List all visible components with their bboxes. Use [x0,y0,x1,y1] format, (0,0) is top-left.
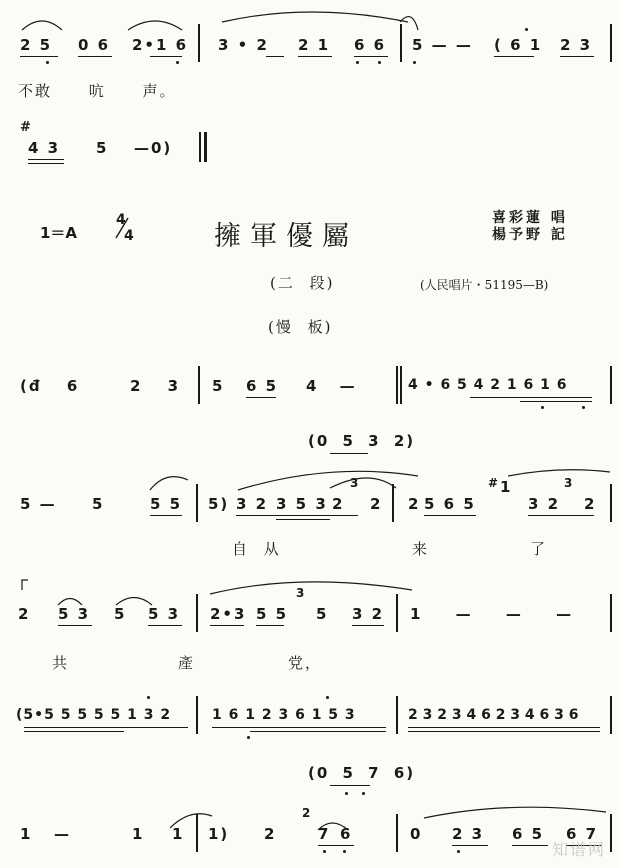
underline [20,56,58,57]
octave-dot [147,696,150,699]
octave-dot [343,850,346,853]
note-group: 7 [318,825,331,843]
note-group: 6 [340,825,353,843]
note-group: 3 • 2 [218,36,269,54]
underline [408,731,600,732]
note-group: 3 2 [236,495,269,513]
underline [276,519,330,520]
underline [408,727,600,728]
bar-line [610,24,612,62]
note-group: — [54,825,71,843]
note-group: ( 6 1 [494,36,543,54]
note-group: 2 3 [452,825,485,843]
final-bar-line [199,132,201,162]
note-group: 2 [332,495,345,513]
note-group: 0 6 [78,36,111,54]
song-title: 擁軍優屬 [214,221,358,252]
note-group: (đ 6 [20,377,80,395]
watermark-logo: 知谱网 [551,840,606,859]
grace-note: 2 [302,806,313,820]
underline [512,845,548,846]
note-group: 5 5 [150,495,183,513]
note-group: 5 [114,605,127,623]
underline [560,56,594,57]
underline [318,845,354,846]
lyric: 了 [530,540,548,558]
underline [354,56,388,57]
note-group: 2 1 [298,36,331,54]
underline [150,56,182,57]
bar-line [196,814,198,852]
bar-line [610,594,612,632]
note-group: 1 [500,478,513,496]
note-group: 6 5 [246,377,279,395]
key-signature: 1＝A [40,224,78,242]
note-group: 2•3 [210,605,247,623]
note-group: 2 3 [130,377,181,395]
underline [78,56,112,57]
bar-line [396,814,398,852]
underline [250,731,386,732]
note-group: 5) [208,495,230,513]
bar-line [400,366,402,404]
octave-dot [326,696,329,699]
note-group: (5•5 5 5 5 5 1 3 2 [16,707,172,723]
note-group: 2 5 [20,36,53,54]
note-group: 1 6 1 2 3 6 1 5 3 [212,707,356,723]
note-group: 5 — [20,495,57,513]
octave-dot [362,792,365,795]
underline [352,625,384,626]
bar-line [198,366,200,404]
bar-line [610,696,612,734]
bar-line [196,484,198,522]
underline [266,56,284,57]
singer-credit: 喜彩蓮 唱 [492,210,568,226]
time-signature-bottom: 4 [124,228,136,244]
note-group: 2 [264,825,277,843]
note-group: 1 [20,825,33,843]
lyric: 產 [178,654,196,672]
note-group: 4 — [306,377,357,395]
note-group: 2 3 [560,36,593,54]
note-group: 1 [132,825,145,843]
note-group: 1 — — — [410,605,574,623]
note-group: 5 [316,605,329,623]
lyric: 来 [412,540,430,558]
note-group: 5 6 5 [424,495,476,513]
octave-dot [413,61,416,64]
note-group: 6 5 [512,825,545,843]
note-group: 5 — — [412,36,473,54]
note-group: 3 2 [352,605,385,623]
underline [246,397,276,398]
note-group: 1) [208,825,230,843]
note-group: 5 3 [58,605,91,623]
underline [330,453,368,454]
grace-note: 3 [296,586,307,600]
bar-line [396,366,398,404]
underline [424,515,476,516]
octave-dot [345,792,348,795]
note-group: 2 3 2 3 4 6 2 3 4 6 3 6 [408,707,579,723]
underline [212,727,386,728]
octave-dot [323,850,326,853]
grace-note: 3 [564,476,575,490]
bar-line [610,484,612,522]
note-group: 5 [92,495,105,513]
bar-line [392,484,394,522]
bar-line [400,24,402,62]
note-group: 4 3 [28,139,61,157]
octave-dot [46,61,49,64]
underline [470,397,592,398]
note-group: 6 7 [566,825,599,843]
section-label: (二 段) [270,274,335,292]
note-group: 5 [212,377,225,395]
lyric-line: 不敢 吭 声。 [18,82,177,100]
bar-line [196,696,198,734]
underline [24,727,188,728]
underline [28,159,64,160]
note-group: 2 [370,495,383,513]
bar-line [610,814,612,852]
note-group: 0 [410,825,423,843]
note-group: 2 [584,495,597,513]
underline [330,785,370,786]
note-group: 2 [18,605,31,623]
octave-dot [525,28,528,31]
underline [58,625,92,626]
lyric: 自 从 [232,540,281,558]
note-group: 2 [408,495,421,513]
underline [256,625,284,626]
underline [494,56,534,57]
note-group: 5 3 [148,605,181,623]
sharp-sign: # [20,120,33,135]
underline [28,163,64,164]
underline [298,56,332,57]
interlude-marking: (0 5 7 6) [308,764,416,782]
octave-dot [176,61,179,64]
lyric: 党， [288,654,323,672]
lyric: 共 [52,654,70,672]
bar-line [396,594,398,632]
bar-line [396,696,398,734]
underline [528,515,594,516]
note-group: 6 6 [354,36,387,54]
record-label: (人民唱片・51195—B) [420,278,549,292]
underline [520,401,592,402]
underline [24,731,124,732]
bar-line [196,594,198,632]
time-signature-top: 4 [116,212,128,228]
note-group: 4 • 6 5 4 2 1 6 1 6 [408,377,568,393]
octave-dot [457,850,460,853]
credits [492,210,568,244]
octave-dot [582,406,585,409]
underline [452,845,488,846]
note-group: 5 5 [256,605,289,623]
note-group: 3 5 3 [276,495,328,513]
note-group: 2•1 6 [132,36,189,54]
transcriber-credit: 楊予野 記 [492,227,568,243]
underline [148,625,182,626]
note-group: 1 [172,825,185,843]
final-bar-line [204,132,207,162]
underline [236,515,358,516]
underline [150,515,182,516]
grace-note: 3 [350,476,361,490]
octave-dot [247,736,250,739]
note-group: 3 2 [528,495,561,513]
octave-dot [356,61,359,64]
note-group: 5 [96,139,109,157]
octave-dot [541,406,544,409]
underline [210,625,244,626]
bar-line [198,24,200,62]
sharp-sign: # [488,476,501,490]
bar-line [610,366,612,404]
octave-dot [378,61,381,64]
note-group: —0) [134,139,173,157]
tempo-label: (慢 板) [268,318,333,336]
interlude-marking: (0 5 3 2) [308,432,416,450]
